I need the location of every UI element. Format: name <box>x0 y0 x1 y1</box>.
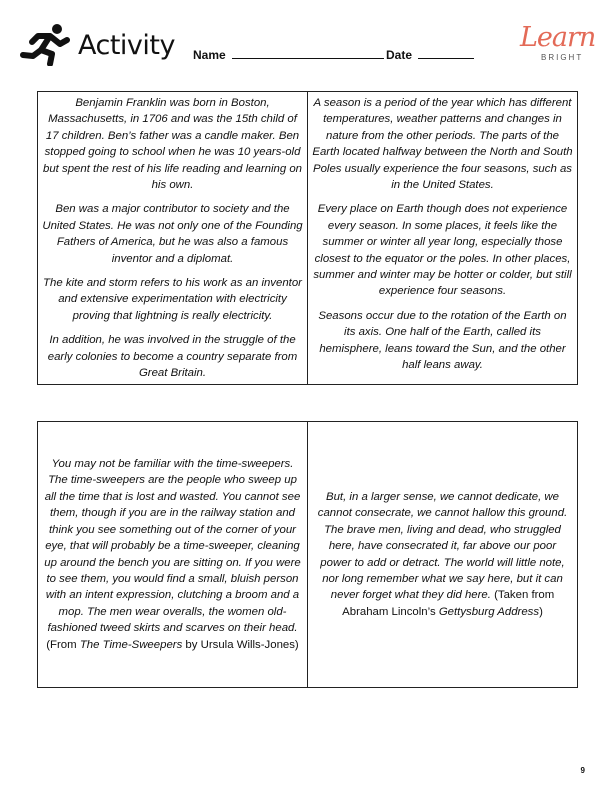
passage-franklin <box>38 92 307 384</box>
citation-close: ) <box>539 605 543 618</box>
bottom-passage-grid <box>37 421 578 688</box>
paragraph: A season is a period of the year which has different temperatures, weather patterns and changes in nature from the other periods. The parts of the Earth located halfway between the North and South Poles usually experience the four seasons, such as in the United States. <box>312 97 573 192</box>
name-line[interactable] <box>232 47 384 59</box>
passage-seasons <box>307 92 577 384</box>
name-field[interactable] <box>193 47 384 62</box>
passage-time-sweepers <box>38 422 307 687</box>
citation-open: (Taken from Abraham Lincoln’s <box>342 589 555 618</box>
citation <box>46 639 298 651</box>
page-number: 9 <box>580 766 585 775</box>
paragraph: The kite and storm refers to his work as an inventor and extensive experimentation with electricity proving that lightning is really electricity. <box>43 277 302 322</box>
passage-text: You may not be familiar with the time-sweepers. The time-sweepers are the people who sweep up all the time that is lost and wasted. You cannot see them, though if you are in the railway station and think you see something out of the corner of your eye, that will probably be a time-sweeper, cleaning up around the bench you are sitting on. If you were to see them, you would find a small, bluish person with an intent expression, clutching a broom and a mop. The men wear overalls, the women old-fashioned tweed skirts and scarves on their head. <box>44 458 301 635</box>
learn-bright-logo <box>520 22 596 66</box>
citation-title: Gettysburg Address <box>438 605 540 618</box>
logo-wordmark: Learn <box>520 22 596 53</box>
citation-open: (From <box>46 638 80 651</box>
date-line[interactable] <box>418 47 474 59</box>
paragraph: Ben was a major contributor to society and the United States. He was not only one of the Founding Fathers of America, but he was also a famous inventor and a diplomat. <box>42 203 303 265</box>
paragraph: Seasons occur due to the rotation of the Earth on its axis. One half of the Earth, called its hemisphere, leans toward the Sun, and the other half leans away. <box>318 309 567 372</box>
paragraph: Benjamin Franklin was born in Boston, Massachusetts, in 1706 and was the 15th child of 17 children. Ben’s father was a candle maker. Ben stopped going to school when he was 10 years-old but spent the rest of his life reading and learning on his own. <box>43 97 302 192</box>
paragraph: Every place on Earth though does not experience every season. In some places, it feels like the summer or winter all year long, especially those closest to the equator or the poles. In other places, summer and winter may be hotter or colder, but still experience four seasons. <box>313 203 572 298</box>
paragraph <box>312 489 573 620</box>
date-label: Date <box>386 48 413 62</box>
page-title: Activity <box>78 30 175 61</box>
paragraph: In addition, he was involved in the struggle of the early colonies to become a country separate from Great Britain. <box>47 334 298 380</box>
logo-subtitle: BRIGHT <box>541 53 584 62</box>
citation-close: by Ursula Wills-Jones) <box>182 638 299 651</box>
citation-title: The Time-Sweepers <box>79 638 183 651</box>
passage-gettysburg <box>307 422 577 687</box>
date-field[interactable] <box>386 47 474 62</box>
paragraph <box>42 456 303 653</box>
name-label: Name <box>193 48 226 62</box>
passage-text: But, in a larger sense, we cannot dedicate, we cannot consecrate, we cannot hallow this ground. The brave men, living and dead, who struggled here, have consecrated it, far above our poor power to add or detract. The world will little note, nor long remember what we say here, but it can never forget what they did here. <box>317 490 568 602</box>
running-person-icon <box>20 22 70 66</box>
top-passage-grid <box>37 91 578 385</box>
